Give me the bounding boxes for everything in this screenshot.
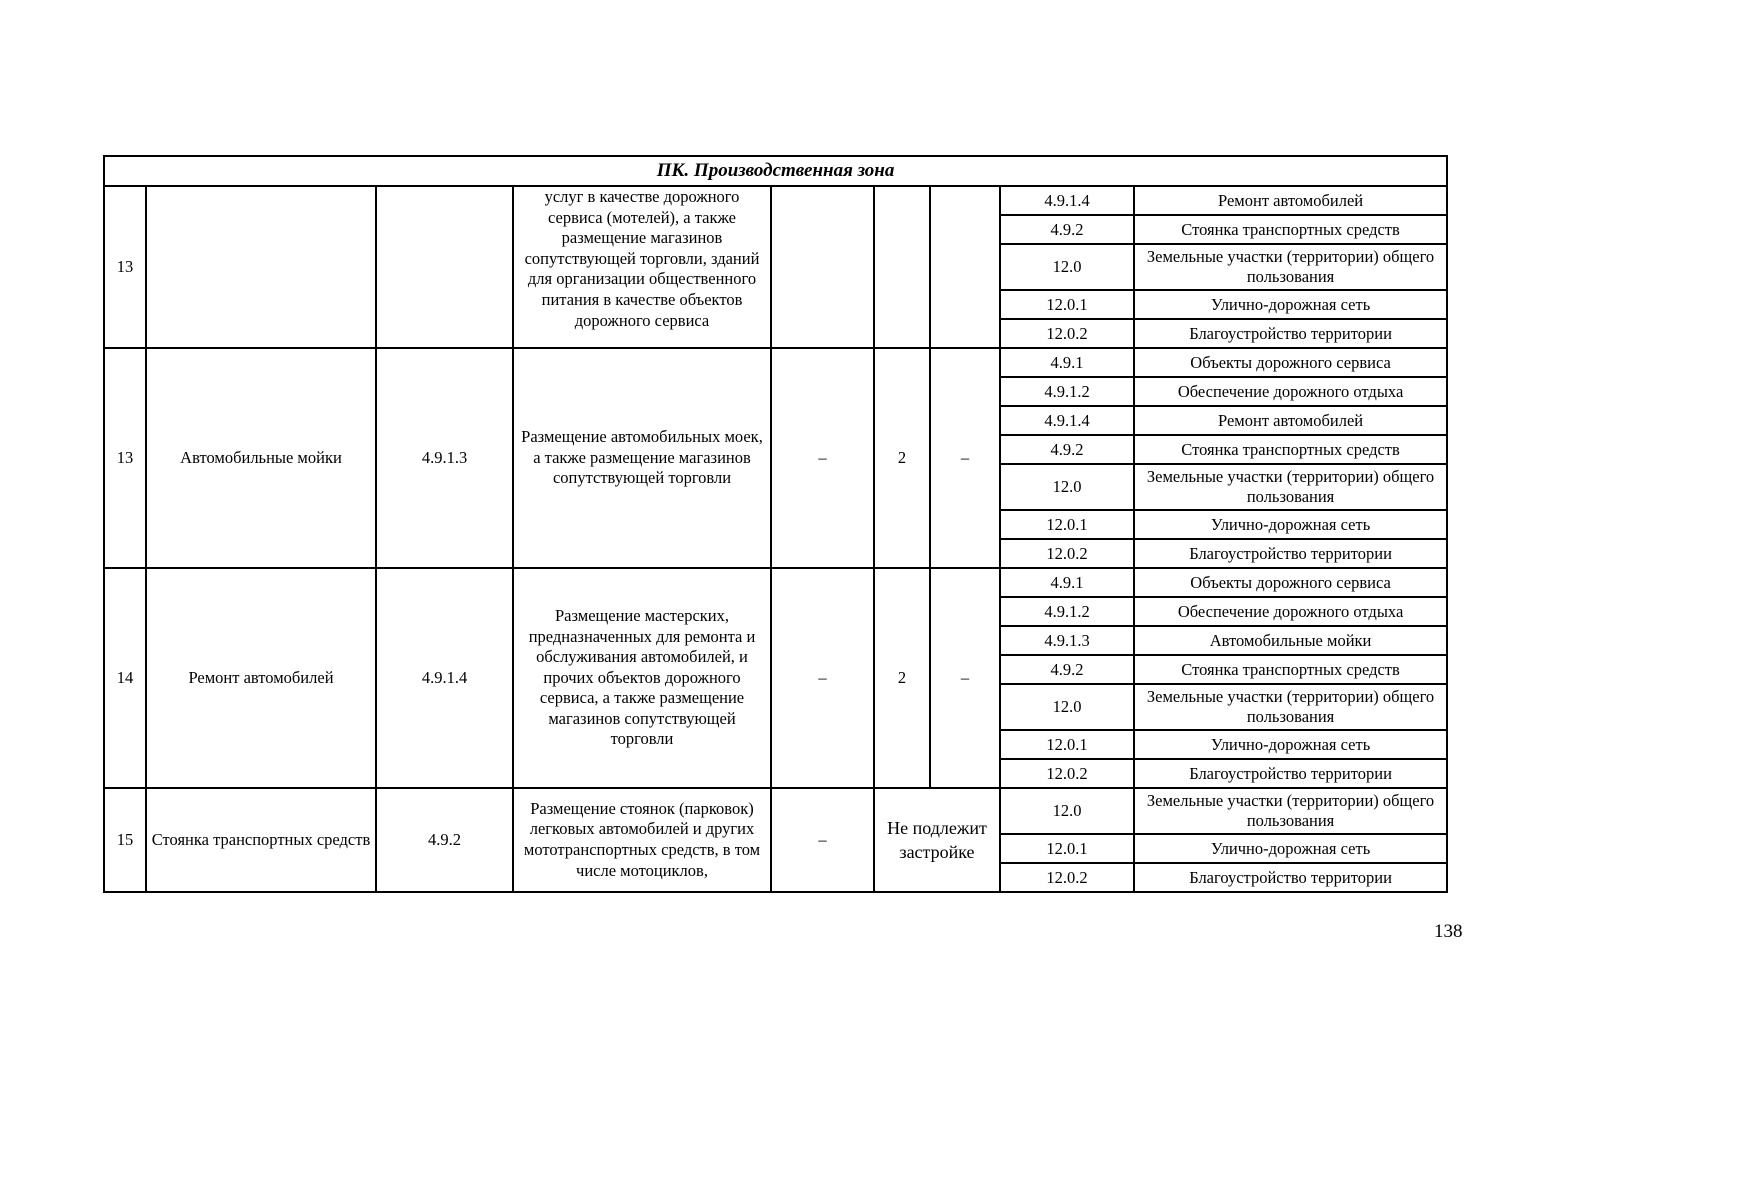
- aux-use-name: Благоустройство территории: [1134, 319, 1447, 348]
- aux-use-name: Автомобильные мойки: [1134, 626, 1447, 655]
- aux-use-code: 12.0.2: [1000, 539, 1134, 568]
- table-row: [104, 186, 1447, 215]
- aux-use-name: Улично-дорожная сеть: [1134, 510, 1447, 539]
- aux-use-code: 12.0.1: [1000, 730, 1134, 759]
- param-note: Не подлежит застройке: [874, 788, 1000, 892]
- aux-use-code: 4.9.1.4: [1000, 186, 1134, 215]
- param-min: –: [771, 788, 874, 892]
- aux-use-name: Ремонт автомобилей: [1134, 406, 1447, 435]
- use-description: Размещение стоянок (парковок) легковых автомобилей и других мототранспортных средств, в том числе мотоциклов,: [513, 788, 771, 892]
- use-code: 4.9.1.3: [376, 348, 513, 568]
- aux-use-code: 12.0.2: [1000, 863, 1134, 892]
- aux-use-code: 4.9.1: [1000, 348, 1134, 377]
- aux-use-name: Обеспечение дорожного отдыха: [1134, 377, 1447, 406]
- aux-use-name: Объекты дорожного сервиса: [1134, 568, 1447, 597]
- aux-use-name: Ремонт автомобилей: [1134, 186, 1447, 215]
- row-number: 14: [104, 568, 146, 788]
- aux-use-name: Земельные участки (территории) общего пользования: [1134, 684, 1447, 730]
- use-name: [146, 186, 376, 348]
- aux-use-code: 12.0.1: [1000, 510, 1134, 539]
- aux-use-name: Земельные участки (территории) общего пользования: [1134, 788, 1447, 834]
- aux-use-name: Стоянка транспортных средств: [1134, 655, 1447, 684]
- row-number: 13: [104, 186, 146, 348]
- aux-use-code: 4.9.2: [1000, 435, 1134, 464]
- param-min: –: [771, 348, 874, 568]
- param-max-floors: 2: [874, 348, 930, 568]
- aux-use-code: 12.0.1: [1000, 834, 1134, 863]
- aux-use-code: 4.9.1.4: [1000, 406, 1134, 435]
- use-description: Размещение автомобильных моек, а также размещение магазинов сопутствующей торговли: [513, 348, 771, 568]
- aux-use-code: 4.9.2: [1000, 655, 1134, 684]
- aux-use-name: Стоянка транспортных средств: [1134, 215, 1447, 244]
- aux-use-code: 12.0: [1000, 684, 1134, 730]
- aux-use-code: 12.0: [1000, 244, 1134, 290]
- zone-title: ПК. Производственная зона: [104, 156, 1447, 186]
- aux-use-name: Улично-дорожная сеть: [1134, 290, 1447, 319]
- table-row: [104, 568, 1447, 597]
- aux-use-name: Обеспечение дорожного отдыха: [1134, 597, 1447, 626]
- aux-use-code: 12.0: [1000, 464, 1134, 510]
- aux-use-name: Улично-дорожная сеть: [1134, 730, 1447, 759]
- aux-use-code: 12.0.2: [1000, 319, 1134, 348]
- use-code: 4.9.2: [376, 788, 513, 892]
- aux-use-code: 4.9.2: [1000, 215, 1134, 244]
- use-name: Стоянка транспортных средств: [146, 788, 376, 892]
- use-name: Ремонт автомобилей: [146, 568, 376, 788]
- aux-use-code: 4.9.1.2: [1000, 597, 1134, 626]
- zone-table: [103, 155, 1448, 893]
- aux-use-name: Объекты дорожного сервиса: [1134, 348, 1447, 377]
- aux-use-code: 12.0.2: [1000, 759, 1134, 788]
- page-number: 138: [1434, 921, 1463, 942]
- row-number: 15: [104, 788, 146, 892]
- aux-use-code: 12.0: [1000, 788, 1134, 834]
- table-row: [104, 788, 1447, 834]
- use-description: услуг в качестве дорожного сервиса (мотелей), а также размещение магазинов сопутствующей торговли, зданий для организации общественного питания в качестве объектов дорожного сервиса: [513, 186, 771, 348]
- use-code: 4.9.1.4: [376, 568, 513, 788]
- aux-use-code: 4.9.1.3: [1000, 626, 1134, 655]
- param-max-floors: 2: [874, 568, 930, 788]
- aux-use-name: Земельные участки (территории) общего пользования: [1134, 244, 1447, 290]
- aux-use-name: Улично-дорожная сеть: [1134, 834, 1447, 863]
- use-description: Размещение мастерских, предназначенных для ремонта и обслуживания автомобилей, и прочих объектов дорожного сервиса, а также размещение магазинов сопутствующей торговли: [513, 568, 771, 788]
- aux-use-name: Земельные участки (территории) общего пользования: [1134, 464, 1447, 510]
- aux-use-name: Стоянка транспортных средств: [1134, 435, 1447, 464]
- param-max-percent: [930, 186, 1000, 348]
- row-number: 13: [104, 348, 146, 568]
- zone-title-row: [104, 156, 1447, 186]
- use-name: Автомобильные мойки: [146, 348, 376, 568]
- param-min: [771, 186, 874, 348]
- aux-use-name: Благоустройство территории: [1134, 539, 1447, 568]
- param-max-percent: –: [930, 568, 1000, 788]
- use-code: [376, 186, 513, 348]
- param-max-floors: [874, 186, 930, 348]
- aux-use-code: 4.9.1: [1000, 568, 1134, 597]
- aux-use-code: 4.9.1.2: [1000, 377, 1134, 406]
- aux-use-name: Благоустройство территории: [1134, 863, 1447, 892]
- aux-use-code: 12.0.1: [1000, 290, 1134, 319]
- param-min: –: [771, 568, 874, 788]
- param-max-percent: –: [930, 348, 1000, 568]
- table-row: [104, 348, 1447, 377]
- aux-use-name: Благоустройство территории: [1134, 759, 1447, 788]
